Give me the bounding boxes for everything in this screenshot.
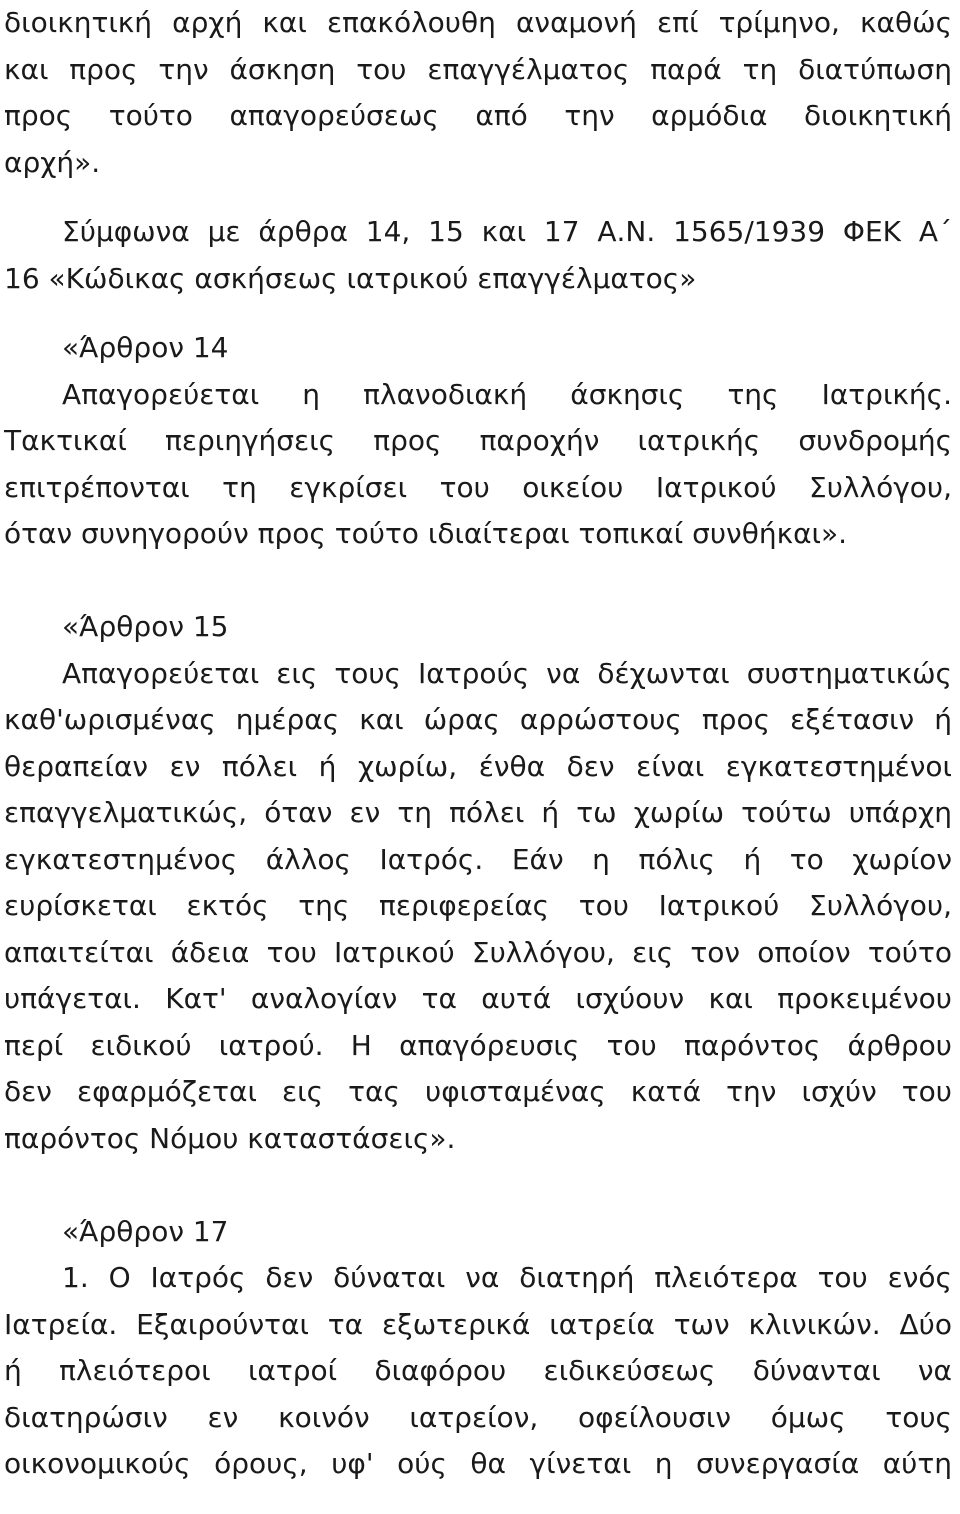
text-line: 16 «Κώδικας ασκήσεως ιατρικού επαγγέλματος» xyxy=(4,261,697,295)
text-line: οικονομικούς όρους, υφ' ούς θα γίνεται η συνεργασία αύτη xyxy=(4,1447,952,1480)
paragraph-intro-continuation xyxy=(4,0,952,186)
article-14 xyxy=(4,325,952,558)
text-line: επαγγελματικώς, όταν εν τη πόλει ή τω χωρίω τούτω υπάρχη xyxy=(4,796,952,829)
text-line: παρόντος Νόμου καταστάσεις». xyxy=(4,1121,456,1155)
text-line: 1. Ο Ιατρός δεν δύναται να διατηρή πλειότερα του ενός xyxy=(62,1261,952,1294)
article-heading: «Άρθρον 15 xyxy=(62,610,229,643)
paragraph-spacer xyxy=(4,558,952,605)
text-line: ή πλειότεροι ιατροί διαφόρου ειδικεύσεως δύνανται να xyxy=(4,1354,952,1387)
text-line: απαιτείται άδεια του Ιατρικού Συλλόγου, εις τον οποίον τούτο xyxy=(4,935,952,969)
paragraph-spacer xyxy=(4,1162,952,1209)
article-heading: «Άρθρον 17 xyxy=(62,1214,229,1248)
text-line: Τακτικαί περιηγήσεις προς παροχήν ιατρικής συνδρομής xyxy=(4,424,952,457)
text-line: ευρίσκεται εκτός της περιφερείας του Ιατρικού Συλλόγου, xyxy=(4,889,952,922)
paragraph-law-reference xyxy=(4,209,952,302)
text-line: περί ειδικού ιατρού. Η απαγόρευσις του παρόντος άρθρου xyxy=(4,1028,952,1062)
text-line: θεραπείαν εν πόλει ή χωρίω, ένθα δεν είναι εγκατεστημένοι xyxy=(4,749,952,783)
paragraph-spacer xyxy=(4,302,952,325)
article-heading: «Άρθρον 14 xyxy=(62,331,229,364)
text-line: όταν συνηγορούν προς τούτο ιδιαίτεραι τοπικαί συνθήκαι». xyxy=(4,517,848,550)
text-line: διοικητική αρχή και επακόλουθη αναμονή επί τρίμηνο, καθώς xyxy=(4,6,952,39)
text-line: εγκατεστημένος άλλος Ιατρός. Εάν η πόλις ή το χωρίον xyxy=(4,842,952,876)
text-line: δεν εφαρμόζεται εις τας υφισταμένας κατά την ισχύν του xyxy=(4,1075,952,1108)
text-line: Απαγορεύεται εις τους Ιατρούς να δέχωνται συστηματικώς xyxy=(62,656,952,690)
text-line: διατηρώσιν εν κοινόν ιατρείον, οφείλουσιν όμως τους xyxy=(4,1400,952,1434)
text-line: Ιατρεία. Εξαιρούνται τα εξωτερικά ιατρεία των κλινικών. Δύο xyxy=(4,1307,952,1341)
text-line: αρχή». xyxy=(4,145,101,179)
text-line: Απαγορεύεται η πλανοδιακή άσκησις της Ιατρικής. xyxy=(62,377,952,411)
text-line: υπάγεται. Κατ' αναλογίαν τα αυτά ισχύουν και προκειμένου xyxy=(4,982,952,1015)
article-15 xyxy=(4,604,952,1162)
text-line: Σύμφωνα με άρθρα 14, 15 και 17 Α.Ν. 1565/1939 ΦΕΚ Α΄ xyxy=(62,215,952,248)
text-line: και προς την άσκηση του επαγγέλματος παρά τη διατύπωση xyxy=(4,52,952,86)
paragraph-spacer xyxy=(4,186,952,209)
text-line: προς τούτο απαγορεύσεως από την αρμόδια διοικητική xyxy=(4,99,952,132)
article-17 xyxy=(4,1209,952,1488)
text-line: επιτρέπονται τη εγκρίσει του οικείου Ιατρικού Συλλόγου, xyxy=(4,470,952,504)
text-line: καθ'ωρισμένας ημέρας και ώρας αρρώστους προς εξέτασιν ή xyxy=(4,703,952,736)
